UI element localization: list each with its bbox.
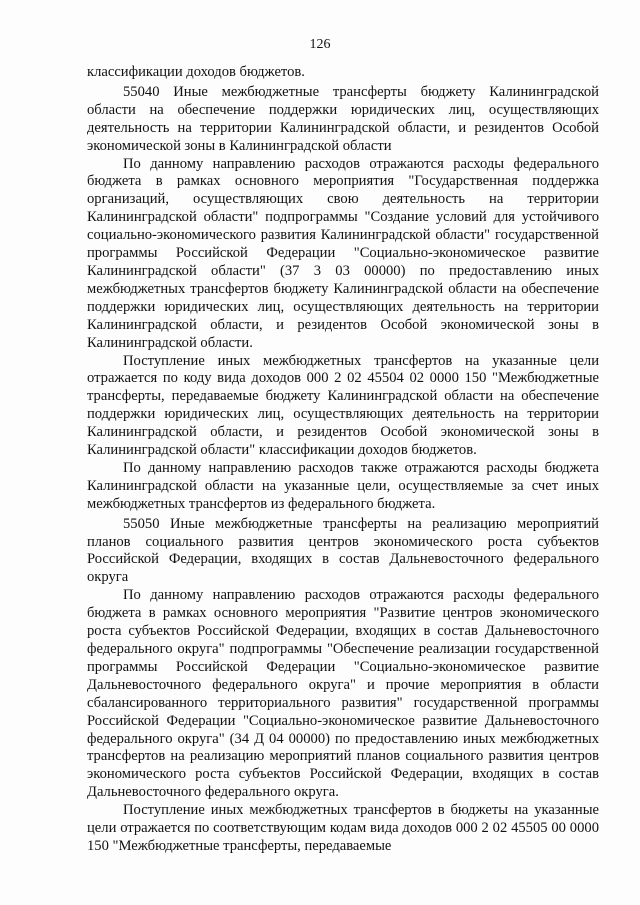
section-heading-55040: 55040 Иные межбюджетные трансферты бюджету Калининградской области на обеспечение поддержки юридических лиц, осуществляющих деятельность на территории Калининградской области, и резидентов Особой экономической зоны в Калининградской области xyxy=(87,83,599,154)
page-number: 126 xyxy=(309,37,331,52)
paragraph-55040-revenue: Поступление иных межбюджетных трансфертов на указанные цели отражается по коду вида доходов 000 2 02 45504 02 0000 150 "Межбюджетные трансферты, передаваемые бюджету Калининградской области на обеспечение поддержки юридических лиц, осуществляющих деятельность на территории Калининградской области, и резидентов Особой экономической зоны в Калининградской области" классификации доходов бюджетов. xyxy=(87,352,599,459)
paragraph-55050-expenses: По данному направлению расходов отражаются расходы федерального бюджета в рамках основного мероприятия "Развитие центров экономического роста субъектов Российской Федерации, входящих в состав Дальневосточного федерального округа" подпрограммы "Обеспечение реализации государственной программы Российской Федерации "Социально-экономическое развитие Дальневосточного федерального округа" и прочие мероприятия в области сбалансированного территориального развития" государственной программы Российской Федерации "Социально-экономическое развитие Дальневосточного федерального округа" (34 Д 04 00000) по предоставлению иных межбюджетных трансфертов на реализацию мероприятий планов социального развития центров экономического роста субъектов Российской Федерации, входящих в состав Дальневосточного федерального округа. xyxy=(87,587,599,801)
paragraph-55050-revenue: Поступление иных межбюджетных трансфертов в бюджеты на указанные цели отражается по соответствующим кодам вида доходов 000 2 02 45505 00 0000 150 "Межбюджетные трансферты, передаваемые xyxy=(87,802,599,854)
document-body xyxy=(87,64,599,856)
section-heading-55050: 55050 Иные межбюджетные трансферты на реализацию мероприятий планов социального развития центров экономического роста субъектов Российской Федерации, входящих в состав Дальневосточного федерального округа xyxy=(87,515,599,586)
paragraph-continuation: классификации доходов бюджетов. xyxy=(87,64,305,80)
paragraph-55040-regional-expenses: По данному направлению расходов также отражаются расходы бюджета Калининградской области на указанные цели, осуществляемые за счет иных межбюджетных трансфертов из федерального бюджета. xyxy=(87,459,599,512)
paragraph-55040-expenses: По данному направлению расходов отражаются расходы федерального бюджета в рамках основного мероприятия "Государственная поддержка организаций, осуществляющих свою деятельность на территории Калининградской области" подпрограммы "Создание условий для устойчивого социально-экономического развития Калининградской области" государственной программы Российской Федерации "Социально-экономическое развитие Калининградской области" (37 3 03 00000) по предоставлению иных межбюджетных трансфертов бюджету Калининградской области на обеспечение поддержки юридических лиц, осуществляющих деятельность на территории Калининградской области, и резидентов Особой экономической зоны в Калининградской области. xyxy=(87,155,599,351)
